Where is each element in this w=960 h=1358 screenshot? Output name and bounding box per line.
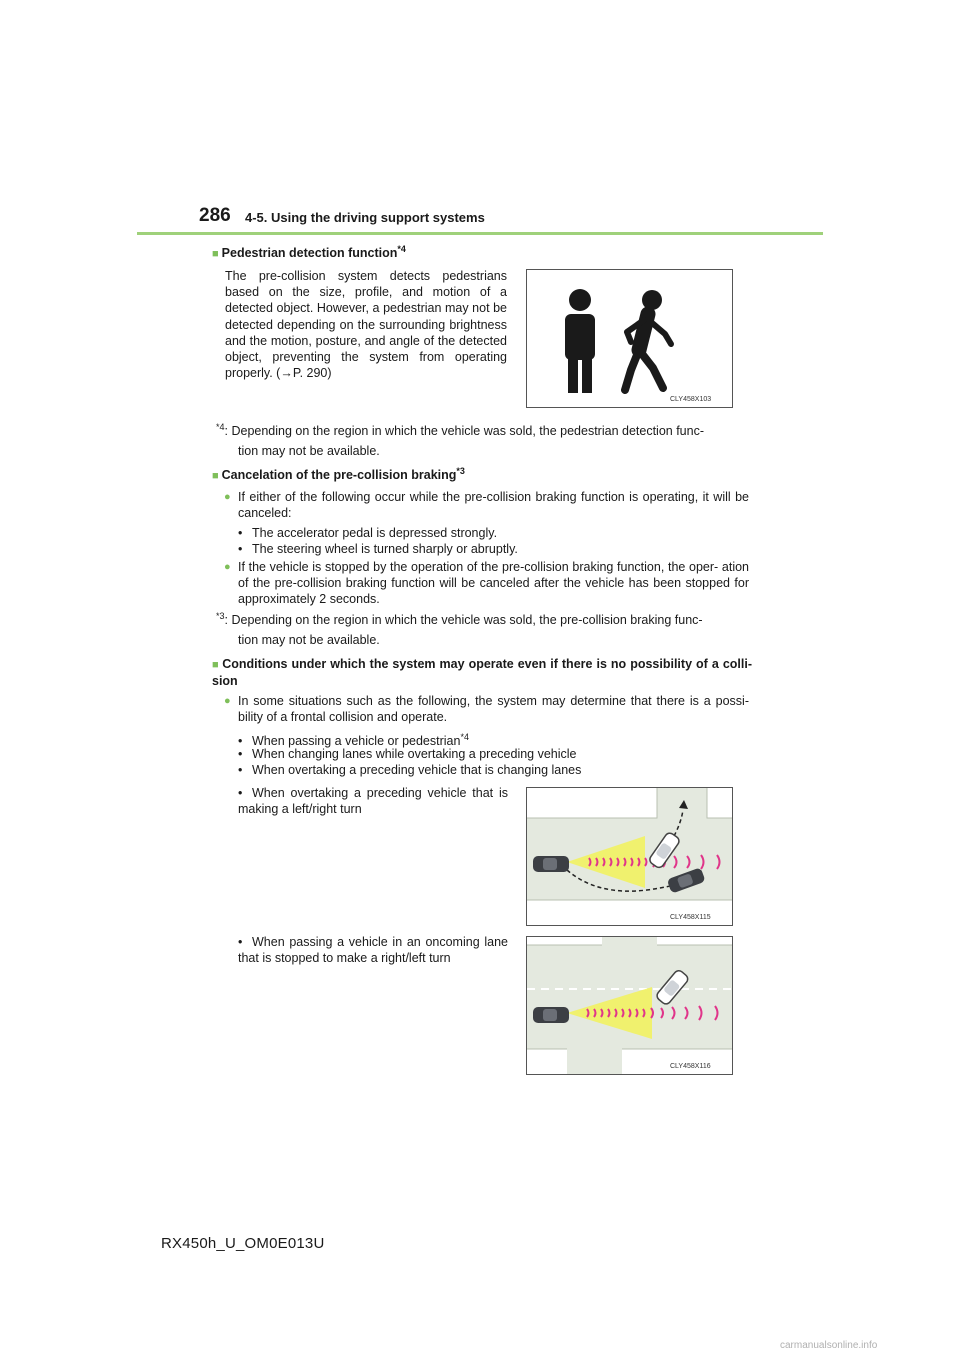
own-car-icon <box>533 1007 569 1023</box>
figure-code: CLY458X115 <box>670 914 711 921</box>
pedestrian-text: The pre-collision system detects pedestrians based on the size, profile, and motion of a detected object. However, a pedestrian may not be detected depending on the surrounding brightness and the motion, posture, and angle of the detected object, preventing the system from operating properly. (→P. 290) <box>225 269 507 381</box>
dot-bullet-icon: ● <box>224 695 231 707</box>
conditions-sub-4: • When overtaking a preceding vehicle that is making a left/right turn <box>238 786 508 817</box>
watermark-link[interactable]: carmanualsonline.info <box>780 1340 878 1351</box>
conditions-bullet-1: ● In some situations such as the following, the system may determine that there is a possi- bility of a frontal collision and operate. <box>224 694 749 725</box>
conditions-sub-3: • When overtaking a preceding vehicle that is changing lanes <box>238 763 582 777</box>
footnote-3: $^{*3}$: Depending on the region in which the vehicle was sold, the pre-collision braking func- <box>216 611 703 628</box>
standing-person-icon <box>565 289 595 393</box>
cancelation-heading: ■ Cancelation of the pre-collision braking$^{*3}$ <box>212 466 465 483</box>
square-bullet-icon: ■ <box>212 470 219 483</box>
square-bullet-icon: ■ <box>212 659 220 671</box>
dot-bullet-icon: ● <box>224 561 231 573</box>
cancelation-sub-2: • The steering wheel is turned sharply or abruptly. <box>238 542 518 556</box>
square-bullet-icon: ■ <box>212 248 219 261</box>
conditions-sub-1: • When passing a vehicle or pedestrian$^{*4}$ <box>238 732 469 749</box>
section-title: 4-5. Using the driving support systems <box>245 210 485 225</box>
figure-code: CLY458X103 <box>670 396 712 403</box>
figure-code: CLY458X116 <box>670 1063 711 1070</box>
pedestrian-figure <box>526 269 733 408</box>
conditions-sub-5: • When passing a vehicle in an oncoming lane that is stopped to make a right/left turn <box>238 935 508 966</box>
conditions-sub-2: • When changing lanes while overtaking a preceding vehicle <box>238 747 577 761</box>
page-number: 286 <box>199 205 231 226</box>
cancelation-bullet-2: ● If the vehicle is stopped by the operation of the pre-collision braking function, the oper- ation of the pre-collision braking function will be canceled after the vehicle has been stopped for approximately 2 seconds. <box>224 560 749 607</box>
footnote-4-cont: tion may not be available. <box>238 444 380 458</box>
walking-person-icon <box>625 290 671 390</box>
cancelation-sub-1: • The accelerator pedal is depressed strongly. <box>238 526 498 540</box>
footnote-4: $^{*4}$: Depending on the region in which the vehicle was sold, the pedestrian detection func- <box>216 422 704 439</box>
cancelation-bullet-1: ● If either of the following occur while the pre-collision braking function is operating, it will be canceled: <box>224 490 749 521</box>
turning-vehicle-figure <box>526 787 733 926</box>
footer-model-code: RX450h_U_OM0E013U <box>161 1235 325 1252</box>
header-rule <box>137 232 823 235</box>
own-car-icon <box>533 856 569 872</box>
dot-bullet-icon: ● <box>224 491 231 503</box>
footnote-3-cont: tion may not be available. <box>238 633 380 647</box>
oncoming-vehicle-figure <box>526 936 733 1075</box>
conditions-heading: ■ Conditions under which the system may operate even if there is no possibility of a colli- sion <box>212 657 752 688</box>
pedestrian-heading: ■ Pedestrian detection function$^{*4}$ <box>212 244 406 261</box>
